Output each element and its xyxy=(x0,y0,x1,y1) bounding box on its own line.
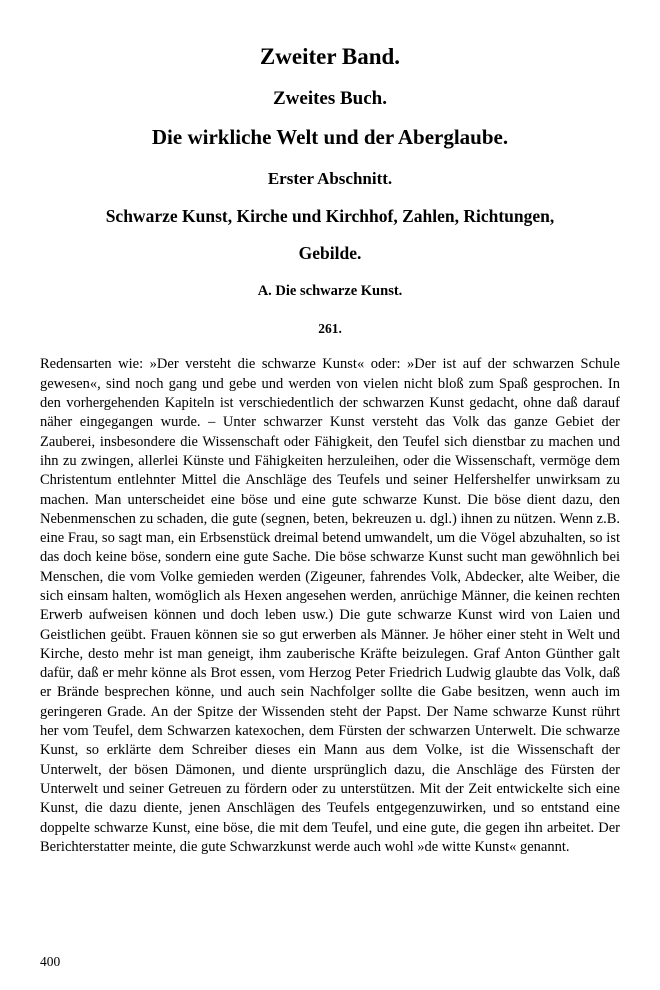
page-number: 400 xyxy=(40,954,61,969)
subsection-heading: A. Die schwarze Kunst. xyxy=(257,283,403,300)
book-title-heading: Die wirkliche Welt und der Aberglaube. xyxy=(151,125,509,150)
body-paragraph: Redensarten wie: »Der versteht die schwarze Kunst« oder: »Der ist auf der schwarzen Schule gewesen«, sind noch gang und gebe und werden von vielen nicht bloß zum Spaß gesprochen. In den vorhergehenden Kapiteln ist verschiedentlich der schwarzen Kunst gedacht, ohne daß darauf näher eingegangen wurde. – Unter schwarzer Kunst versteht das Volk das ganze Gebiet der Zauberei, insbesondere die Wissenschaft oder Fähigkeit, den Teufel sich dienstbar zu machen und ihn zu zwingen, allerlei Künste und Fähigkeiten herzuleihen, oder die Wissenschaft, vermöge dem Christentum entlehnter Mittel die Anschläge des Teufels und seiner Helfershelfer unwirksam zu machen. Man unterscheidet eine böse und eine gute schwarze Kunst. Die böse dient dazu, den Nebenmenschen zu schaden, die gute (segnen, beten, bekreuzen u. dgl.) ihnen zu nützen. Wenn z.B. eine Frau, so sagt man, ein Erbsenstück dreimal betend umwandelt, um die Vögel abzuhalten, so ist das doch keine böse, sondern eine gute Sache. Die böse schwarze Kunst sucht man gewöhnlich bei Menschen, die vom Volke gemieden werden (Zigeuner, fahrendes Volk, Abdecker, alte Weiber, die sich einsam halten, womöglich als Hexen angesehen werden, anrüchige Männer, die keinen rechten Erwerb aufweisen können und doch leben usw.) Die gute schwarze Kunst wird von Laien und Geistlichen geübt. Frauen können sie so gut erwerben als Männer. Je höher einer steht in Welt und Kirche, desto mehr ist man geneigt, ihm zauberische Kräfte beizulegen. Graf Anton Günther galt dafür, daß er mehr könne als Brot essen, vom Herzog Peter Friedrich Ludwig glaubte das Volk, daß er Brände besprechen könne, und auch sein Nachfolger sollte die Gabe besitzen, wenn auch im geringeren Grade. An der Spitze der Wissenden steht der Papst. Der Name schwarze Kunst rührt her vom Teufel, dem Schwarzen katexochen, dem Fürsten der schwarzen Unterwelt. Die schwarze Kunst, so erklärte dem Schreiber dieses ein Mann aus dem Volke, ist die Wissenschaft der Unterwelt, der bösen Dämonen, und diente ursprünglich dazu, die Anschläge des Fürsten der Unterwelt und seiner Getreuen zu fördern oder zu unterstützen. Mit der Zeit entwickelte sich eine Kunst, die dazu diente, jenen Anschlägen des Teufels entgegenzuwirken, und so entstand eine doppelte schwarze Kunst, eine böse, die mit dem Teufel, und eine gute, die gegen ihn arbeitet. Der Berichterstatter meinte, die gute Schwarzkunst werde auch wohl »de witte Kunst« genannt. xyxy=(40,356,620,855)
book-heading: Zweites Buch. xyxy=(273,88,387,110)
chapter-title-line2: Gebilde. xyxy=(298,243,362,264)
chapter-title-line1: Schwarze Kunst, Kirche und Kirchhof, Zahlen, Richtungen, xyxy=(105,206,555,227)
section-heading: Erster Abschnitt. xyxy=(267,169,393,189)
volume-heading: Zweiter Band. xyxy=(259,44,401,69)
entry-number-heading: 261. xyxy=(318,321,342,337)
